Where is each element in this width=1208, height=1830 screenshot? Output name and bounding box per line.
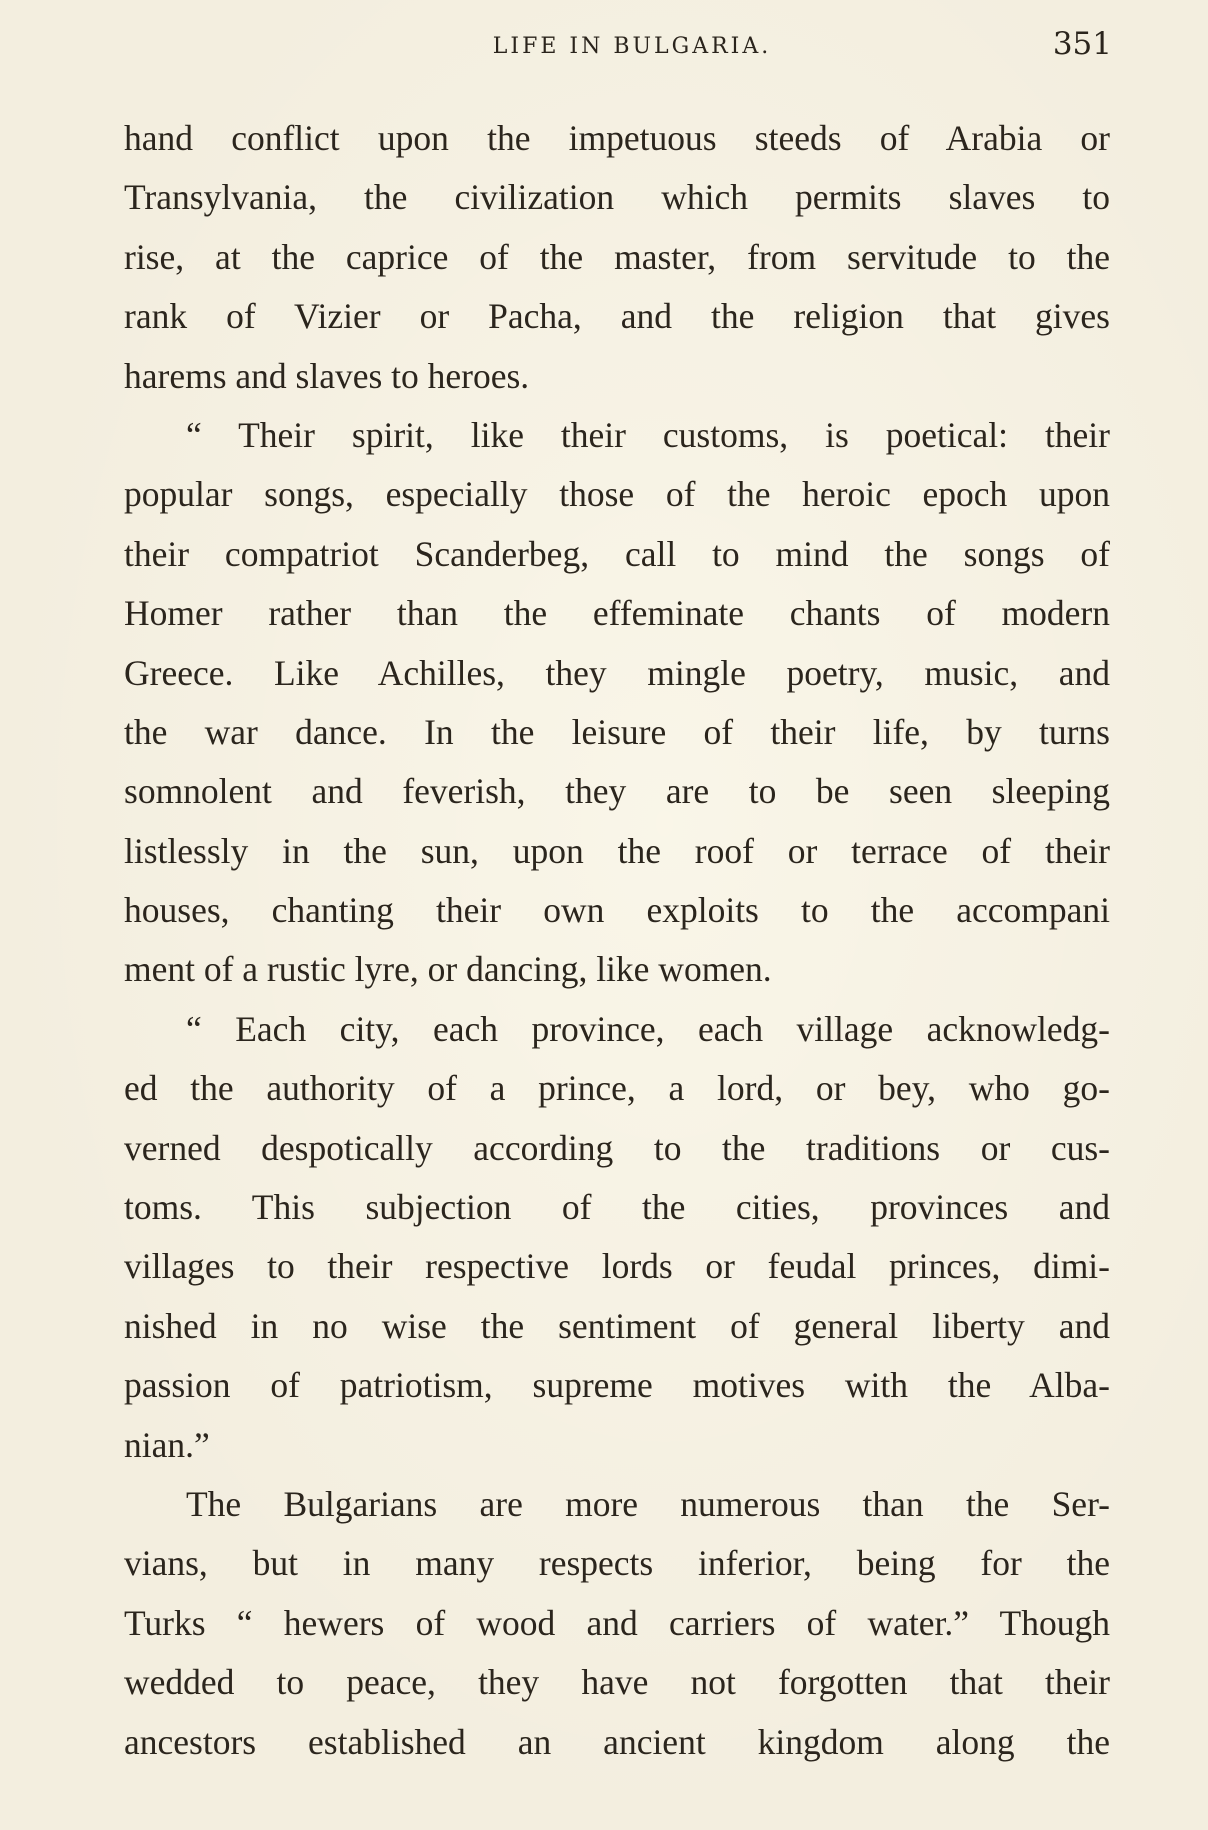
text-line: ment of a rustic lyre, or dancing, like women. <box>124 949 772 990</box>
text-line: the war dance. In the leisure of their life, by turns <box>124 711 1110 752</box>
text-line: vians, but in many respects inferior, being for the <box>124 1543 1110 1584</box>
text-line: their compatriot Scanderbeg, call to mind the songs of <box>124 533 1110 574</box>
text-line: “ Each city, each province, each village acknowledg- <box>186 1008 1110 1049</box>
text-line: nished in no wise the sentiment of general liberty and <box>124 1305 1110 1346</box>
running-head <box>122 26 1112 66</box>
text-line: Turks “ hewers of wood and carriers of water.” Though <box>124 1602 1110 1643</box>
text-line: The Bulgarians are more numerous than the Ser- <box>186 1483 1110 1524</box>
text-line: hand conflict upon the impetuous steeds of Arabia or <box>124 118 1110 158</box>
text-line: popular songs, especially those of the heroic epoch upon <box>124 474 1110 515</box>
text-line: wedded to peace, they have not forgotten that their <box>124 1662 1110 1703</box>
running-title: LIFE IN BULGARIA. <box>492 34 772 59</box>
text-line: houses, chanting their own exploits to the accompani <box>124 890 1110 931</box>
text-line: verned despotically according to the traditions or cus- <box>124 1127 1110 1168</box>
text-line: Homer rather than the effeminate chants of modern <box>124 593 1110 634</box>
page-number: 351 <box>1052 26 1112 62</box>
text-line: Transylvania, the civilization which permits slaves to <box>124 177 1110 218</box>
text-line: listlessly in the sun, upon the roof or terrace of their <box>124 830 1110 871</box>
text-line: harems and slaves to heroes. <box>124 355 530 396</box>
text-line: rank of Vizier or Pacha, and the religion that gives <box>124 296 1110 337</box>
text-line: toms. This subjection of the cities, provinces and <box>124 1187 1110 1228</box>
text-line: passion of patriotism, supreme motives with the Alba- <box>124 1365 1110 1406</box>
body-text <box>124 109 1110 1772</box>
text-line: ancestors established an ancient kingdom along the <box>124 1721 1110 1762</box>
text-line: Greece. Like Achilles, they mingle poetry, music, and <box>124 652 1110 693</box>
text-line: somnolent and feverish, they are to be seen sleeping <box>124 771 1110 812</box>
text-line: rise, at the caprice of the master, from servitude to the <box>124 236 1110 277</box>
text-line: nian.” <box>124 1424 210 1465</box>
text-line: ed the authority of a prince, a lord, or bey, who go- <box>124 1068 1110 1109</box>
text-line: villages to their respective lords or feudal princes, dimi- <box>124 1246 1110 1287</box>
text-line: “ Their spirit, like their customs, is poetical: their <box>186 414 1110 455</box>
